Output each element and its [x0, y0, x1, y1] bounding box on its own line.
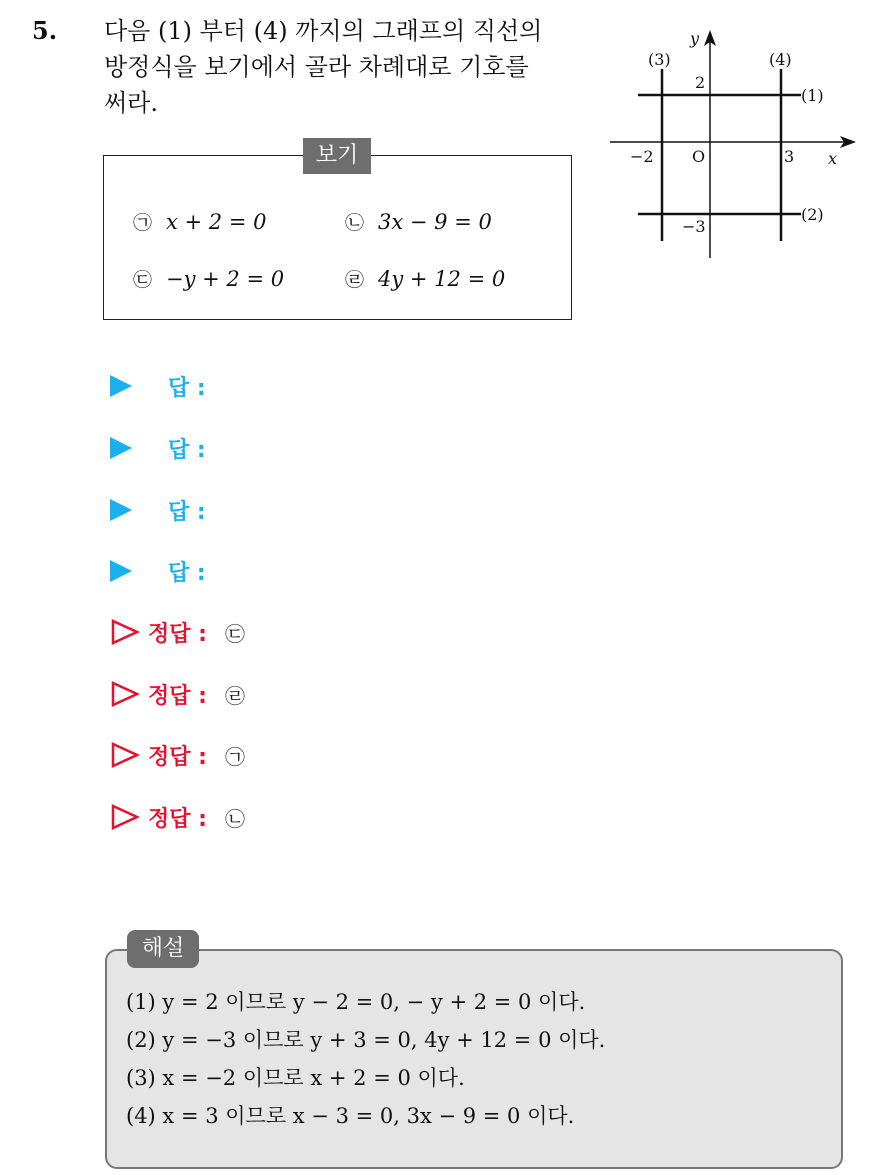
option-mark: ㉠ [133, 212, 153, 234]
solution-row-4 [110, 797, 245, 837]
outline-triangle-icon [110, 802, 140, 832]
triangle-marker-icon [110, 437, 132, 459]
solution-label: 정답 : [148, 683, 207, 709]
explanation-line-1: (1) y = 2 이므로 y − 2 = 0, − y + 2 = 0 이다. [126, 990, 586, 1014]
answer-row-4[interactable] [110, 551, 206, 591]
answer-label: 답 : [168, 437, 206, 463]
answer-row-1[interactable] [110, 366, 206, 406]
x-axis-label: x [828, 149, 838, 168]
question-number: 5. [32, 16, 58, 45]
tick-y-minus-3: −3 [682, 217, 706, 236]
answer-label: 답 : [168, 560, 206, 586]
solution-label: 정답 : [148, 621, 207, 647]
solution-value: ㉣ [224, 683, 245, 708]
bogi-option-4 [345, 265, 505, 292]
option-equation: x + 2 = 0 [166, 210, 267, 234]
triangle-marker-icon [110, 375, 132, 397]
option-equation: 4y + 12 = 0 [378, 267, 506, 291]
bogi-option-1 [133, 208, 266, 235]
line-1-label: (1) [801, 86, 824, 105]
option-mark: ㉢ [133, 269, 153, 291]
solution-row-1 [110, 612, 245, 652]
line-3-label: (3) [648, 50, 671, 69]
solution-value: ㉡ [224, 806, 245, 831]
explanation-line-3: (3) x = −2 이므로 x + 2 = 0 이다. [126, 1066, 465, 1090]
solution-row-3 [110, 735, 245, 775]
answer-label: 답 : [168, 499, 206, 525]
triangle-marker-icon [110, 499, 132, 521]
solution-value: ㉠ [224, 744, 245, 769]
solution-label: 정답 : [148, 744, 207, 770]
line-2-label: (2) [801, 205, 824, 224]
explanation-line-4: (4) x = 3 이므로 x − 3 = 0, 3x − 9 = 0 이다. [126, 1104, 575, 1128]
origin-label: O [692, 147, 706, 166]
answer-row-2[interactable] [110, 428, 206, 468]
bogi-option-3 [133, 265, 284, 292]
tick-y-2: 2 [695, 73, 706, 92]
line-4-label: (4) [769, 50, 792, 69]
outline-triangle-icon [110, 740, 140, 770]
question-text-line-1: 다음 (1) 부터 (4) 까지의 그래프의 직선의 [104, 17, 543, 45]
answer-row-3[interactable] [110, 490, 206, 530]
solution-value: ㉢ [224, 621, 245, 646]
bogi-box [103, 155, 572, 320]
question-text-line-2: 방정식을 보기에서 골라 차례대로 기호를 [104, 53, 529, 81]
tick-x-3: 3 [784, 147, 795, 166]
explanation-label: 해설 [127, 930, 199, 968]
explanation-box [105, 949, 843, 1169]
option-mark: ㉣ [345, 269, 365, 291]
bogi-option-2 [345, 208, 492, 235]
solution-row-2 [110, 674, 245, 714]
option-mark: ㉡ [345, 212, 365, 234]
triangle-marker-icon [110, 560, 132, 582]
question-text-line-3: 써라. [104, 89, 158, 117]
option-equation: −y + 2 = 0 [166, 267, 285, 291]
outline-triangle-icon [110, 679, 140, 709]
y-axis-label: y [690, 29, 700, 48]
coordinate-graph [606, 24, 868, 264]
answer-label: 답 : [168, 375, 206, 401]
solution-label: 정답 : [148, 806, 207, 832]
explanation-line-2: (2) y = −3 이므로 y + 3 = 0, 4y + 12 = 0 이다. [126, 1028, 606, 1052]
outline-triangle-icon [110, 617, 140, 647]
tick-x-minus-2: −2 [630, 147, 654, 166]
bogi-label: 보기 [303, 138, 371, 174]
option-equation: 3x − 9 = 0 [378, 210, 492, 234]
